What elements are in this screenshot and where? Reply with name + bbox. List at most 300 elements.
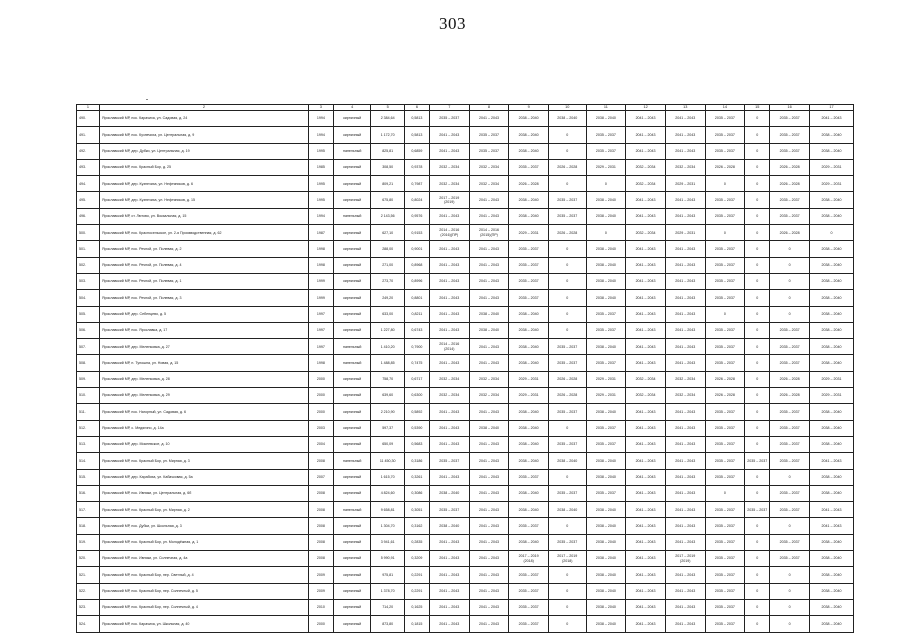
table-cell-line: 2017 – 2019 [439,195,460,200]
table-cell: 2041 – 2043 [429,534,469,550]
table-cell: кирпичный [333,583,371,599]
table-cell: 2035 – 2037 [705,208,745,224]
table-cell: 0 [745,599,770,615]
column-number-cell: 15 [745,105,770,111]
table-cell: 2038 – 2040 [586,518,626,534]
table-cell: 2038 – 2040 [509,322,549,338]
table-cell: 2035 – 2037 [770,420,810,436]
table-cell: 0,6717 [404,371,429,387]
table-cell: 2032 – 2034 [665,388,705,404]
table-cell: 0 [770,518,810,534]
table-cell: 0 [586,225,626,241]
table-cell: 1 227,80 [371,322,404,338]
table-cell: 2041 – 2043 [626,534,666,550]
column-number-cell: 6 [404,105,429,111]
table-cell: 0 [548,273,586,289]
table-cell: 2035 – 2037 [548,436,586,452]
table-cell: 2038 – 2040 [586,583,626,599]
table-cell: 2041 – 2043 [469,583,509,599]
table-row [77,159,854,175]
table-cell: 0 [745,127,770,143]
table-cell: панельный [333,453,371,469]
table-cell: 2041 – 2043 [429,257,469,273]
table-cell: 2041 – 2043 [626,502,666,518]
row-number-cell: 509. [77,371,100,387]
table-cell: 2038 – 2040 [809,567,853,583]
row-number-cell: 512. [77,420,100,436]
table-cell: 627,10 [371,225,404,241]
table-cell: 2026 – 2028 [770,176,810,192]
row-number-cell: 507. [77,339,100,355]
table-cell: 2041 – 2043 [469,290,509,306]
column-number-cell: 12 [626,105,666,111]
table-cell: 2041 – 2043 [469,534,509,550]
table-cell: 2041 – 2043 [665,453,705,469]
table-cell: 1 488,85 [371,355,404,371]
column-number-cell: 3 [308,105,333,111]
table-cell: 2035 – 2037 [586,420,626,436]
table-cell: 0 [548,567,586,583]
table-cell: 2032 – 2034 [626,371,666,387]
table-cell: 3 941,61 [371,534,404,550]
table-cell: 5 990,91 [371,551,404,567]
table-cell: 2038 – 2040 [429,518,469,534]
address-cell: Ярославский МР, пос. Речной, ул. Полевая, д. 4 [99,257,308,273]
table-cell: 2026 – 2028 [705,388,745,404]
table-cell: 2035 – 2037 [586,355,626,371]
address-cell: Ярославский МР, пос. Ивняки, ул. Центральная, д. 6б [99,485,308,501]
table-cell: 2041 – 2043 [626,192,666,208]
table-row [77,127,854,143]
table-cell: 0,9001 [404,241,429,257]
table-cell: 2041 – 2043 [469,192,509,208]
row-number-cell: 510. [77,388,100,404]
table-cell: 0 [548,241,586,257]
table-cell: 2041 – 2043 [809,111,853,127]
table-cell: 2038 – 2040 [509,306,549,322]
table-cell: 2026 – 2028 [548,388,586,404]
table-row [77,241,854,257]
table-cell: 0,8996 [404,273,429,289]
table-cell: 2038 – 2040 [469,306,509,322]
table-cell: 2041 – 2043 [665,502,705,518]
table-cell: 2035 – 2037 [509,616,549,632]
table-cell: 2008 [308,518,333,534]
housing-schedule-table [76,104,854,633]
table-cell: 2035 – 2037 [705,355,745,371]
table-cell-line: 2014 – 2016 [439,228,460,233]
column-number-cell: 14 [705,105,745,111]
table-cell [469,225,509,241]
table-cell: 0,6300 [404,388,429,404]
table-cell: 2041 – 2043 [626,322,666,338]
table-cell: 2041 – 2043 [626,339,666,355]
table-cell: 2041 – 2043 [469,111,509,127]
table-cell: 0 [745,290,770,306]
column-number-cell: 4 [333,105,371,111]
table-cell: 2041 – 2043 [626,208,666,224]
table-cell: 0,9378 [404,159,429,175]
table-cell: 2035 – 2037 [770,551,810,567]
table-cell: 2041 – 2043 [626,420,666,436]
table-cell: кирпичный [333,485,371,501]
table-cell: 0,3086 [404,485,429,501]
table-cell: 2035 – 2037 [770,322,810,338]
table-row [77,322,854,338]
table-cell: 0 [745,567,770,583]
table-cell: 2029 – 2031 [586,388,626,404]
table-cell: 2035 – 2037 [705,143,745,159]
table-cell: 2032 – 2034 [429,388,469,404]
table-row [77,420,854,436]
table-cell: 0 [770,273,810,289]
table-cell: 0 [770,616,810,632]
table-cell: 639,60 [371,388,404,404]
column-number-cell: 10 [548,105,586,111]
table-cell: 2038 – 2040 [509,143,549,159]
address-cell: Ярославский МР, пос. Речной, ул. Полевая, д. 3 [99,290,308,306]
row-number-cell: 508. [77,355,100,371]
table-cell: 2035 – 2037 [705,453,745,469]
address-cell: Ярославский МР, дер. Меленковка, д. 29 [99,388,308,404]
table-cell: 2041 – 2043 [469,436,509,452]
table-cell: 0,2291 [404,583,429,599]
table-cell: 2038 – 2040 [548,111,586,127]
row-number-cell: 519. [77,534,100,550]
table-cell: 2041 – 2043 [469,208,509,224]
row-number-cell: 520. [77,551,100,567]
table-cell: 2029 – 2031 [586,159,626,175]
table-cell: кирпичный [333,306,371,322]
table-cell: 2038 – 2040 [809,355,853,371]
table-cell: 1995 [308,143,333,159]
table-cell: 1995 [308,192,333,208]
table-cell: 0 [548,469,586,485]
table-cell: 2041 – 2043 [665,143,705,159]
table-cell: 0 [548,306,586,322]
table-cell: 2041 – 2043 [665,485,705,501]
table-cell: 2041 – 2043 [665,111,705,127]
table-cell: 2041 – 2043 [665,567,705,583]
table-cell: 2026 – 2028 [548,371,586,387]
table-cell: 2038 – 2040 [586,502,626,518]
address-cell: Ярославский МР, пос. Карачиха, ул. Садовая, д. 24 [99,111,308,127]
address-cell: Ярославский МР, пос. Ивняки, ул. Солнечная, д. 4а [99,551,308,567]
row-number-cell: 501. [77,241,100,257]
table-cell: 2038 – 2040 [809,583,853,599]
table-cell: 2038 – 2040 [586,111,626,127]
table-cell: 11 450,30 [371,453,404,469]
table-cell: 2029 – 2031 [809,371,853,387]
table-cell: 675,80 [371,192,404,208]
table-cell: 271,00 [371,257,404,273]
table-cell: 2038 – 2040 [586,616,626,632]
row-number-cell: 496. [77,208,100,224]
table-cell-line: (2015)(ПР) [480,232,498,237]
table-cell: 2035 – 2037 [705,241,745,257]
table-cell [429,339,469,355]
table-cell: 2038 – 2040 [809,306,853,322]
table-cell: кирпичный [333,534,371,550]
row-number-cell: 504. [77,290,100,306]
table-cell: 2038 – 2040 [509,192,549,208]
table-cell: 2041 – 2043 [665,290,705,306]
address-cell: Ярославский МР, дер. Карабиха, ул. Кабачковая, д. 5а [99,469,308,485]
table-cell: 2035 – 2037 [770,143,810,159]
table-cell: 0 [745,159,770,175]
table-cell: 1997 [308,306,333,322]
table-cell: 2038 – 2040 [586,241,626,257]
table-row [77,111,854,127]
table-row [77,273,854,289]
table-cell [429,192,469,208]
column-number-cell: 17 [809,105,853,111]
table-cell: 2038 – 2040 [809,469,853,485]
table-cell: 2000 [308,371,333,387]
row-number-cell: 500. [77,225,100,241]
table-cell: 0 [705,176,745,192]
table-cell: 0 [770,599,810,615]
table-cell: 2035 – 2037 [705,534,745,550]
address-cell: Ярославский МР, пос. Дубки, ул. Школьная, д. 3 [99,518,308,534]
table-cell: 0 [745,208,770,224]
table-row [77,518,854,534]
table-cell: 2041 – 2043 [665,127,705,143]
table-cell: 4 824,60 [371,485,404,501]
table-cell: 2041 – 2043 [626,241,666,257]
table-cell: 1998 [308,241,333,257]
table-cell: 0 [770,257,810,273]
table-cell: 2038 – 2040 [548,502,586,518]
table-cell: 2035 – 2037 [770,208,810,224]
table-cell: 1999 [308,290,333,306]
table-cell: 2026 – 2028 [509,176,549,192]
table-cell: 2035 – 2037 [705,273,745,289]
table-cell: кирпичный [333,436,371,452]
table-cell: 2000 [308,616,333,632]
table-cell: 0 [745,306,770,322]
table-cell: 2035 – 2037 [770,534,810,550]
table-cell-line: 2017 – 2019 [557,554,578,559]
table-cell: 0 [548,518,586,534]
table-cell: 2035 – 2037 [705,502,745,518]
table-cell: 2026 – 2028 [770,371,810,387]
table-cell: 2038 – 2040 [586,339,626,355]
table-cell: 2041 – 2043 [429,208,469,224]
table-cell: 2035 – 2037 [705,599,745,615]
table-cell: 2008 [308,551,333,567]
table-cell: 2035 – 2037 [586,127,626,143]
table-cell [509,551,549,567]
table-cell: 0 [770,290,810,306]
table-row [77,290,854,306]
table-cell: 2038 – 2040 [586,534,626,550]
table-cell: 2026 – 2028 [770,388,810,404]
table-cell: 809,21 [371,176,404,192]
table-cell: 2026 – 2028 [705,159,745,175]
table-cell: 0 [745,273,770,289]
row-number-cell: 492. [77,143,100,159]
table-cell: 2032 – 2034 [469,388,509,404]
table-cell: 0 [770,469,810,485]
address-cell: Ярославский МР, пос. Карачиха, ул. Школьная, д. 40 [99,616,308,632]
table-cell: 0 [548,143,586,159]
table-row [77,616,854,632]
table-cell: 597,37 [371,420,404,436]
table-cell: 2038 – 2040 [809,339,853,355]
table-cell: 650,09 [371,436,404,452]
table-cell: 2041 – 2043 [665,469,705,485]
table-cell: 2029 – 2031 [509,388,549,404]
table-cell: 2041 – 2043 [665,599,705,615]
table-cell: 2041 – 2043 [469,469,509,485]
row-number-cell: 515. [77,469,100,485]
row-number-cell: 523. [77,599,100,615]
table-cell: 2038 – 2040 [809,436,853,452]
table-cell-line: (2018) [562,558,573,563]
table-cell: 0,7475 [404,355,429,371]
table-cell: 1997 [308,339,333,355]
table-cell: 0 [745,583,770,599]
table-cell: 2041 – 2043 [665,306,705,322]
table-cell: 2038 – 2040 [509,420,549,436]
table-cell: 0 [745,371,770,387]
table-cell: 249,20 [371,290,404,306]
table-cell: 2038 – 2040 [809,143,853,159]
table-cell: 2038 – 2040 [548,453,586,469]
table-cell: кирпичный [333,127,371,143]
table-cell: 273,70 [371,273,404,289]
table-row [77,192,854,208]
table-cell: 0,2835 [404,534,429,550]
table-cell: 2032 – 2034 [626,176,666,192]
table-cell: 1987 [308,225,333,241]
table-cell: 2041 – 2043 [665,420,705,436]
table-cell: 2041 – 2043 [469,355,509,371]
table-cell: 2032 – 2034 [626,159,666,175]
table-cell: 0,5813 [404,127,429,143]
table-cell: 1 378,70 [371,583,404,599]
table-cell: 2000 [308,388,333,404]
table-cell: 2041 – 2043 [626,273,666,289]
table-cell: 2041 – 2043 [469,273,509,289]
table-cell: 0,5892 [404,404,429,420]
table-cell [548,551,586,567]
table-cell: 0 [745,192,770,208]
table-cell: 2035 – 2037 [509,583,549,599]
table-cell: 2035 – 2037 [770,436,810,452]
table-cell: 2041 – 2043 [429,616,469,632]
table-cell: 2041 – 2043 [626,127,666,143]
table-cell: 1985 [308,159,333,175]
table-cell: 2 210,90 [371,404,404,420]
row-number-cell: 495. [77,192,100,208]
table-cell: 0,8968 [404,257,429,273]
table-cell: 2038 – 2040 [809,485,853,501]
table-cell: 2038 – 2040 [809,616,853,632]
table-cell: 2032 – 2034 [469,159,509,175]
address-cell: Ярославский МР, пос. Красный Бор, ул. Молодёжная, д. 1 [99,534,308,550]
table-cell: 2041 – 2043 [469,518,509,534]
row-number-cell: 502. [77,257,100,273]
table-cell-line: 2017 – 2019 [675,554,696,559]
table-cell: 2035 – 2037 [705,290,745,306]
table-cell: 2038 – 2040 [809,192,853,208]
table-cell: кирпичный [333,388,371,404]
table-row [77,388,854,404]
table-cell: кирпичный [333,257,371,273]
table-cell: 2038 – 2040 [509,339,549,355]
table-cell: 1 172,70 [371,127,404,143]
table-cell: 2041 – 2043 [429,551,469,567]
table-cell: 0,9576 [404,208,429,224]
table-cell: 2035 – 2037 [429,111,469,127]
table-cell: 0 [548,420,586,436]
table-cell: 1999 [308,273,333,289]
table-cell: 2041 – 2043 [626,290,666,306]
table-cell: 2035 – 2037 [586,143,626,159]
table-row [77,469,854,485]
table-cell: 0,2291 [404,567,429,583]
table-cell: кирпичный [333,551,371,567]
table-cell: 2035 – 2037 [705,322,745,338]
table-cell: 2038 – 2040 [809,273,853,289]
table-cell: 2041 – 2043 [469,502,509,518]
table-cell: 975,81 [371,567,404,583]
table-cell: 2035 – 2037 [509,257,549,273]
table-cell: 0 [586,176,626,192]
table-cell: 2041 – 2043 [429,567,469,583]
table-cell: 0,5683 [404,436,429,452]
table-row [77,176,854,192]
table-row [77,567,854,583]
table-row [77,404,854,420]
table-cell: 2041 – 2043 [429,273,469,289]
table-cell: кирпичный [333,404,371,420]
column-number-cell: 16 [770,105,810,111]
table-cell: 2035 – 2037 [770,404,810,420]
row-number-cell: 493. [77,159,100,175]
table-cell: 1994 [308,111,333,127]
table-cell: 0 [745,176,770,192]
table-cell: 2041 – 2043 [665,616,705,632]
table-cell-line: 2014 – 2016 [478,228,499,233]
table-cell: 2 143,56 [371,208,404,224]
address-cell: Ярославский МР, дер. Дубки, ул. Центральная, д. 19 [99,143,308,159]
table-cell: 2007 [308,469,333,485]
table-cell: 2038 – 2040 [469,322,509,338]
table-cell: 2035 – 2037 [745,453,770,469]
address-cell: Ярославский МР, дер. Себенцево, д. 5 [99,306,308,322]
table-cell: 2026 – 2028 [770,159,810,175]
address-cell: Ярославский МР, пос. Красный Бор, пер. Солнечный, д. 4 [99,599,308,615]
table-cell: 2041 – 2043 [665,339,705,355]
table-cell: 2009 [308,567,333,583]
table-cell: 2035 – 2037 [548,404,586,420]
table-cell: 0 [745,420,770,436]
row-number-cell: 516. [77,485,100,501]
table-cell: 0 [745,436,770,452]
table-cell: 2026 – 2028 [770,225,810,241]
table-cell: 2041 – 2043 [469,453,509,469]
address-cell: Ярославский МР, пос. Красносельское, ул. 2-я Производственная, д. 62 [99,225,308,241]
row-number-cell: 505. [77,306,100,322]
table-cell: 0,8211 [404,306,429,322]
table-cell: 2041 – 2043 [665,518,705,534]
table-cell: 2041 – 2043 [469,404,509,420]
table-cell: 2038 – 2040 [809,404,853,420]
table-cell: кирпичный [333,192,371,208]
